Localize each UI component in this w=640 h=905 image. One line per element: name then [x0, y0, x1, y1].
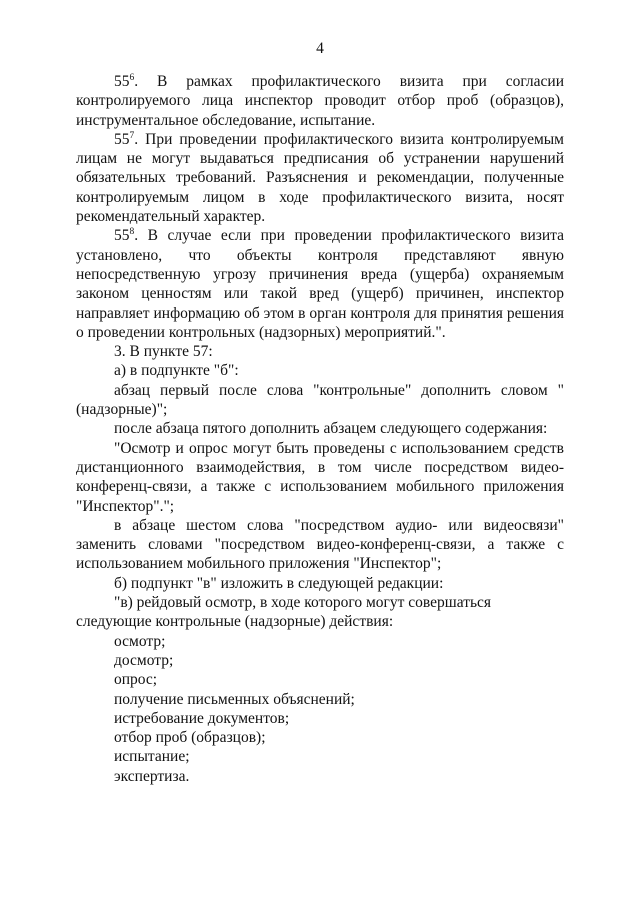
paragraph-text: . При проведении профилактического визита контролируемым лицам не могут выдаваться предписания об устранении нарушений обязательных требований. Разъяснения и рекомендации, полученные контролируемым лицом в ходе профилактического визита, носят рекомендательный характер.	[76, 130, 564, 226]
paragraph-text: . В рамках профилактического визита при согласии контролируемого лица инспектор проводит отбор проб (образцов), инструментальное обследование, испытание.	[76, 73, 564, 129]
list-item: испытание;	[114, 748, 190, 766]
list-item: опрос;	[114, 671, 158, 689]
paragraph-55-6	[76, 72, 564, 130]
list-item: отбор проб (образцов);	[114, 729, 266, 747]
paragraph-after-fifth: после абзаца пятого дополнить абзацем следующего содержания:	[114, 420, 548, 438]
paragraph-55-7	[76, 130, 564, 226]
paragraph-subitem-b: б) подпункт "в" изложить в следующей редакции:	[114, 574, 444, 592]
paragraph-number: 55	[114, 227, 130, 245]
paragraph-first-abzac: абзац первый после слова "контрольные" дополнить словом "(надзорные)";	[76, 381, 564, 419]
list-item: истребование документов;	[114, 709, 290, 727]
paragraph-text: . В случае если при проведении профилактического визита установлено, что объекты контроля представляют явную непосредственную угрозу причинения вреда (ущерба) охраняемым законом ценностям или такой вред (ущерб) причинен, инспектор направляет информацию об этом в орган контроля для принятия решения о проведении контрольных (надзорных) мероприятий.".	[76, 227, 564, 341]
paragraph-number: 55	[114, 130, 130, 148]
list-item: получение письменных объяснений;	[114, 690, 355, 708]
list-item: осмотр;	[114, 632, 166, 650]
paragraph-item-3: 3. В пункте 57:	[114, 343, 213, 361]
paragraph-sixth-abzac: в абзаце шестом слова "посредством аудио- или видеосвязи" заменить словами "посредством видео-конференц-связи, а также с использованием мобильного приложения "Инспектор";	[76, 516, 564, 573]
paragraph-55-8	[76, 226, 564, 342]
paragraph-number: 55	[114, 73, 130, 90]
paragraph-raid-inspection: "в) рейдовый осмотр, в ходе которого могут совершаться следующие контрольные (надзорные) действия:	[76, 594, 492, 631]
paragraph-quote-osmotr: "Осмотр и опрос могут быть проведены с использованием средств дистанционного взаимодействия, в том числе посредством видео-конференц-связи, а также с использованием мобильного приложения "Инспектор".";	[76, 439, 564, 515]
document-body	[76, 72, 564, 786]
list-item: досмотр;	[114, 651, 174, 669]
paragraph-subitem-a: а) в подпункте "б":	[114, 362, 239, 380]
page-number: 4	[316, 40, 324, 57]
paragraph-superscript: 7	[129, 130, 135, 141]
paragraph-superscript: 6	[129, 72, 135, 83]
paragraph-superscript: 8	[129, 227, 135, 238]
list-item: экспертиза.	[114, 767, 190, 785]
